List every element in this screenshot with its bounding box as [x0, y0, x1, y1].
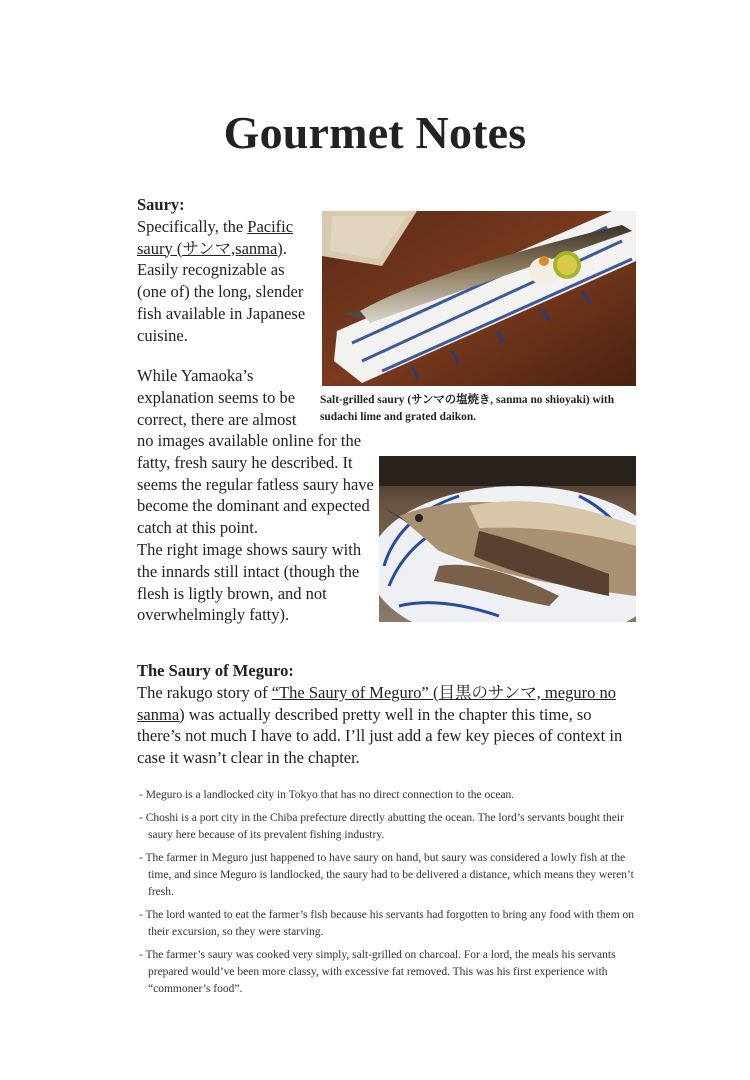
- saury-heading: Saury:: [137, 195, 185, 214]
- saury-innards-image: [379, 456, 636, 622]
- list-item: - The lord wanted to eat the farmer’s fish because his servants had forgotten to bring any food with them on their excursion, so they were starving.: [139, 909, 635, 938]
- saury-p2-lines-1: While Yamaoka’s explanation seems to be correct, there are almost: [137, 366, 297, 429]
- saury-photo-grilled: [322, 211, 636, 386]
- meguro-paragraph: [137, 682, 637, 769]
- meguro-section: [137, 660, 637, 769]
- saury-p3: The right image shows saury with the innards still intact (though the flesh is ligtly brown, and not overwhelmingly fatty).: [137, 540, 362, 625]
- saury-photo-innards: [379, 456, 636, 622]
- list-item: - The farmer’s saury was cooked very simply, salt-grilled on charcoal. For a lord, the meals his servants prepared would’ve been more classy, with excessive fat removed. This was his first experience with “commoner’s food”.: [139, 949, 616, 995]
- pacific-saury-link[interactable]: Pacific saury (サンマ,sanma): [137, 216, 294, 258]
- saury-intro-paragraph: [137, 216, 317, 347]
- photo-caption: Salt-grilled saury (サンマの塩焼き, sanma no shioyaki) with sudachi lime and grated daikon.: [320, 394, 615, 423]
- meguro-paragraph-tail: was actually described pretty well in the chapter this time, so there’s not much I have to add. I’ll just add a few key pieces of context in case it wasn’t clear in the chapter.: [137, 704, 623, 768]
- saury-p2-rest: no images available online for the fatty, fresh saury he described. It seems the regular fatless saury have become the dominant and expected catch at this point.: [137, 431, 374, 538]
- list-item: - Meguro is a landlocked city in Tokyo that has no direct connection to the ocean.: [139, 789, 515, 801]
- meguro-context-list: [139, 787, 639, 1004]
- list-item: - Choshi is a port city in the Chiba prefecture directly abutting the ocean. The lord’s servants bought their saury here because of its prevalent fishing industry.: [139, 812, 624, 841]
- saury-intro-tail: . Easily recognizable as (one of) the long, slender fish available in Japanese cuisine.: [137, 238, 306, 345]
- grilled-saury-image: [322, 211, 636, 386]
- saury-section: [137, 194, 317, 347]
- saury-of-meguro-link[interactable]: “The Saury of Meguro” (目黒のサンマ, meguro no sanma): [137, 682, 616, 724]
- list-item: - The farmer in Meguro just happened to have saury on hand, but saury was considered a lowly fish at the time, and since Meguro is landlocked, the saury had to be delivered a distance, which means they weren’t fresh.: [139, 852, 634, 898]
- saury-intro-text: Specifically, the: [137, 216, 248, 236]
- page-title: Gourmet Notes: [223, 107, 527, 158]
- meguro-heading: The Saury of Meguro:: [137, 661, 294, 680]
- meguro-intro: The rakugo story of: [137, 682, 272, 702]
